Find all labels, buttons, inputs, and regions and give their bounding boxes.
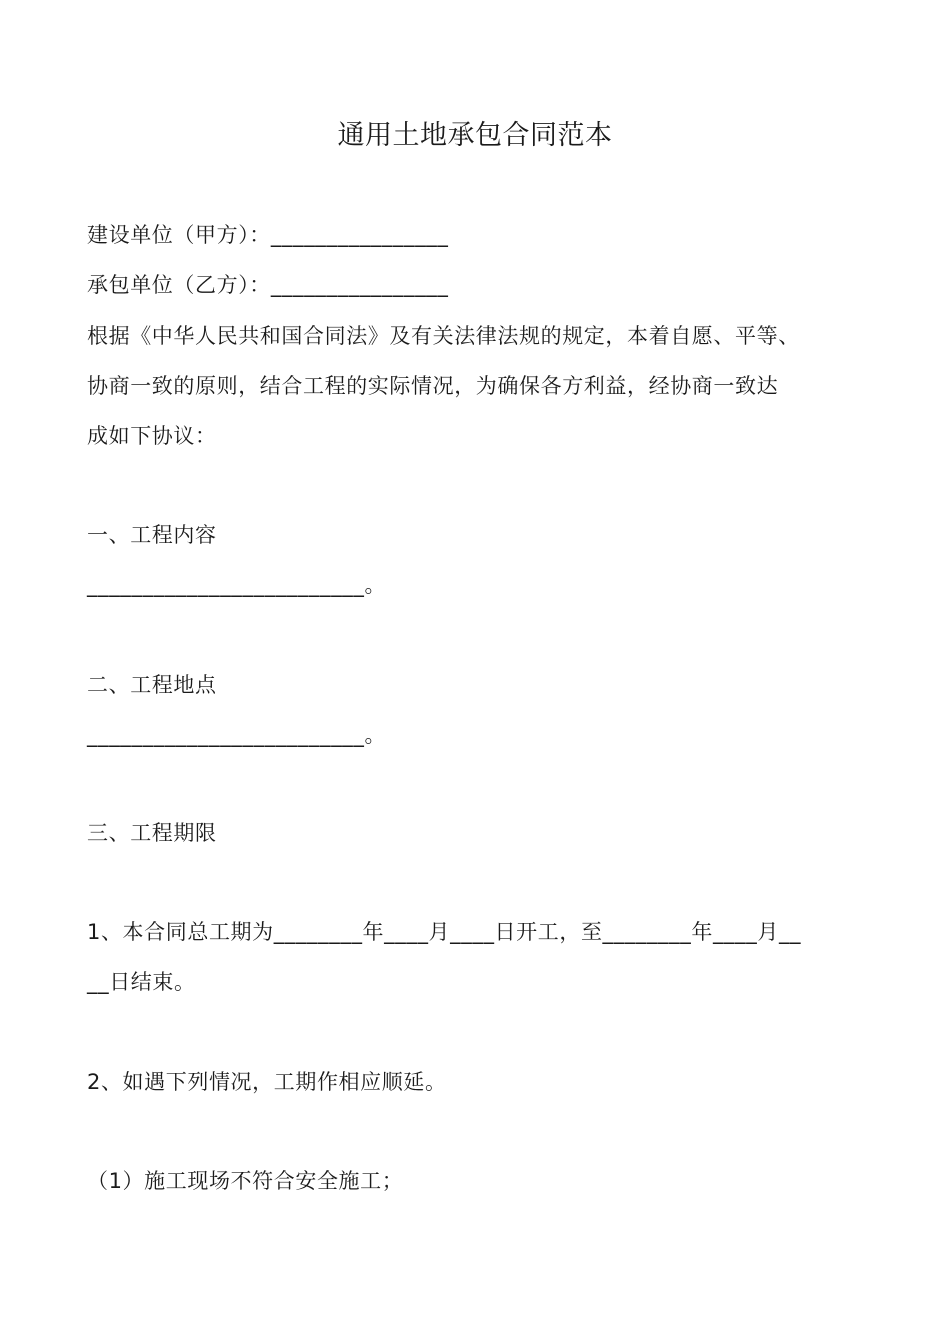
section-3-heading: 三、工程期限 [87, 821, 217, 845]
section-1-heading: 一、工程内容 [87, 523, 217, 547]
section-2-blank: _________________________。 [87, 723, 387, 747]
clause-2: 2、如遇下列情况，工期作相应顺延。 [87, 1070, 447, 1094]
intro-line-2: 协商一致的原则，结合工程的实际情况，为确保各方利益，经协商一致达 [87, 374, 779, 398]
party-a-line: 建设单位（甲方）：________________ [87, 223, 449, 247]
clause-2-item-1: （1）施工现场不符合安全施工； [87, 1169, 404, 1193]
section-1-blank: _________________________。 [87, 573, 387, 597]
section-2-heading: 二、工程地点 [87, 673, 217, 697]
clause-1-line-1: 1、本合同总工期为________年____月____日开工，至________年____月__ [87, 920, 802, 944]
intro-line-1: 根据《中华人民共和国合同法》及有关法律法规的规定，本着自愿、平等、 [87, 324, 800, 348]
document-title: 通用土地承包合同范本 [337, 120, 613, 151]
intro-line-3: 成如下协议： [87, 424, 217, 448]
party-b-line: 承包单位（乙方）：________________ [87, 273, 449, 297]
clause-1-line-2: __日结束。 [87, 970, 196, 994]
